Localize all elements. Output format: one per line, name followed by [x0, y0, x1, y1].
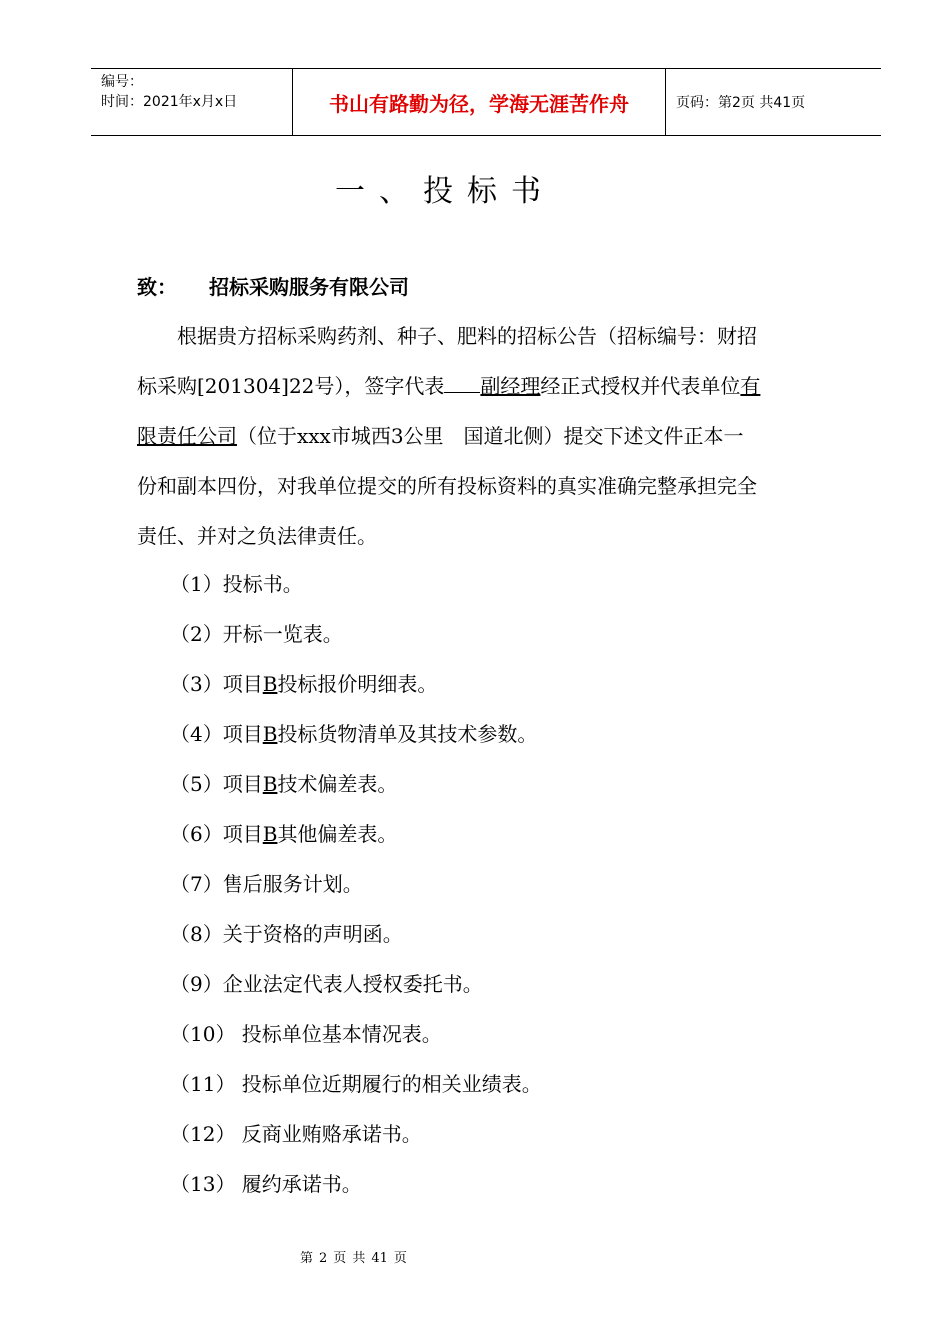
- list-item: [170, 668, 437, 697]
- list-item-number: （13）: [170, 1172, 236, 1196]
- body-line-1: 根据贵方招标采购药剂、种子、肥料的招标公告（招标编号：财招: [177, 324, 757, 348]
- recipient-label: 致：: [137, 275, 177, 299]
- footer-page-number: 2: [319, 1251, 328, 1266]
- list-item: [170, 718, 537, 747]
- footer-text: 页: [333, 1251, 347, 1266]
- list-item-text: 企业法定代表人授权委托书。: [222, 972, 483, 996]
- project-code: B: [262, 672, 278, 696]
- list-item: [170, 1118, 422, 1147]
- document-title: 一、投标书: [335, 174, 555, 209]
- list-item-text: 其他偏差表。: [277, 822, 398, 846]
- list-item-number: （3）: [170, 672, 223, 696]
- list-item-number: （11）: [170, 1072, 236, 1096]
- footer-text: 共: [352, 1251, 366, 1266]
- body-line-3: [137, 420, 839, 449]
- list-item-text: 项目: [222, 672, 263, 696]
- recipient-line: [137, 271, 409, 300]
- list-item: [170, 918, 403, 947]
- document-time-label: 时间：2021年x月x日: [101, 94, 238, 110]
- project-code: B: [262, 722, 278, 746]
- recipient-name: 招标采购服务有限公司: [209, 275, 409, 299]
- list-item-text: 投标单位基本情况表。: [235, 1022, 442, 1046]
- list-item: [170, 618, 343, 647]
- list-item-text: 售后服务计划。: [222, 872, 363, 896]
- list-item-number: （7）: [170, 872, 223, 896]
- project-code: B: [262, 772, 278, 796]
- list-item-number: （5）: [170, 772, 223, 796]
- list-item-text: 技术偏差表。: [277, 772, 398, 796]
- list-item-number: （12）: [170, 1122, 236, 1146]
- list-item-number: （4）: [170, 722, 223, 746]
- list-item-text: 投标货物清单及其技术参数。: [277, 722, 538, 746]
- list-item-text: 投标单位近期履行的相关业绩表。: [235, 1072, 542, 1096]
- page-footer: [0, 1247, 950, 1266]
- list-item-text: 履约承诺书。: [235, 1172, 362, 1196]
- list-item: [170, 568, 303, 597]
- list-item: [170, 1018, 442, 1047]
- company-name-part-1: 有: [740, 374, 761, 398]
- body-line-5: 责任、并对之负法律责任。: [137, 524, 377, 548]
- list-item-text: 关于资格的声明函。: [222, 922, 403, 946]
- body-line-4: 份和副本四份，对我单位提交的所有投标资料的真实准确完整承担完全: [137, 474, 757, 498]
- footer-text: 页: [393, 1251, 407, 1266]
- list-item: [170, 868, 363, 897]
- list-item-number: （2）: [170, 622, 223, 646]
- footer-total-pages: 41: [371, 1251, 388, 1266]
- list-item-number: （9）: [170, 972, 223, 996]
- list-item-text: 项目: [222, 722, 263, 746]
- list-item: [170, 968, 483, 997]
- body-line-2-text: 标采购[201304]22号），签字代表: [137, 374, 445, 398]
- document-number-label: 编号：: [101, 74, 143, 90]
- body-line-2: [137, 370, 839, 399]
- list-item: [170, 1168, 362, 1197]
- list-item-number: （10）: [170, 1022, 236, 1046]
- list-item-text: 开标一览表。: [222, 622, 343, 646]
- list-item: [170, 818, 397, 847]
- project-code: B: [262, 822, 278, 846]
- list-item-text: 反商业贿赂承诺书。: [235, 1122, 422, 1146]
- company-name-part-2: 限责任公司: [137, 424, 237, 448]
- list-item-text: 投标书。: [222, 572, 303, 596]
- list-item-text: 项目: [222, 822, 263, 846]
- signature-blank: [444, 372, 480, 393]
- header-page-code: 页码：第2页 共41页: [676, 95, 806, 111]
- list-item: [170, 1068, 542, 1097]
- header-info-cell: [91, 69, 293, 135]
- body-line-2-text-b: 经正式授权并代表单位: [540, 374, 741, 398]
- list-item-number: （8）: [170, 922, 223, 946]
- list-item-text: 投标报价明细表。: [277, 672, 438, 696]
- header-motto: 书山有路勤为径，学海无涯苦作舟: [293, 69, 666, 135]
- list-item: [170, 768, 397, 797]
- list-item-number: （1）: [170, 572, 223, 596]
- page-header: [91, 68, 881, 136]
- list-item-text: 项目: [222, 772, 263, 796]
- signatory-title: 副经理: [480, 374, 541, 398]
- list-item-number: （6）: [170, 822, 223, 846]
- body-line-3-text: （位于xxx市城西3公里 国道北侧）提交下述文件正本一: [237, 424, 744, 448]
- footer-text: 第: [300, 1251, 314, 1266]
